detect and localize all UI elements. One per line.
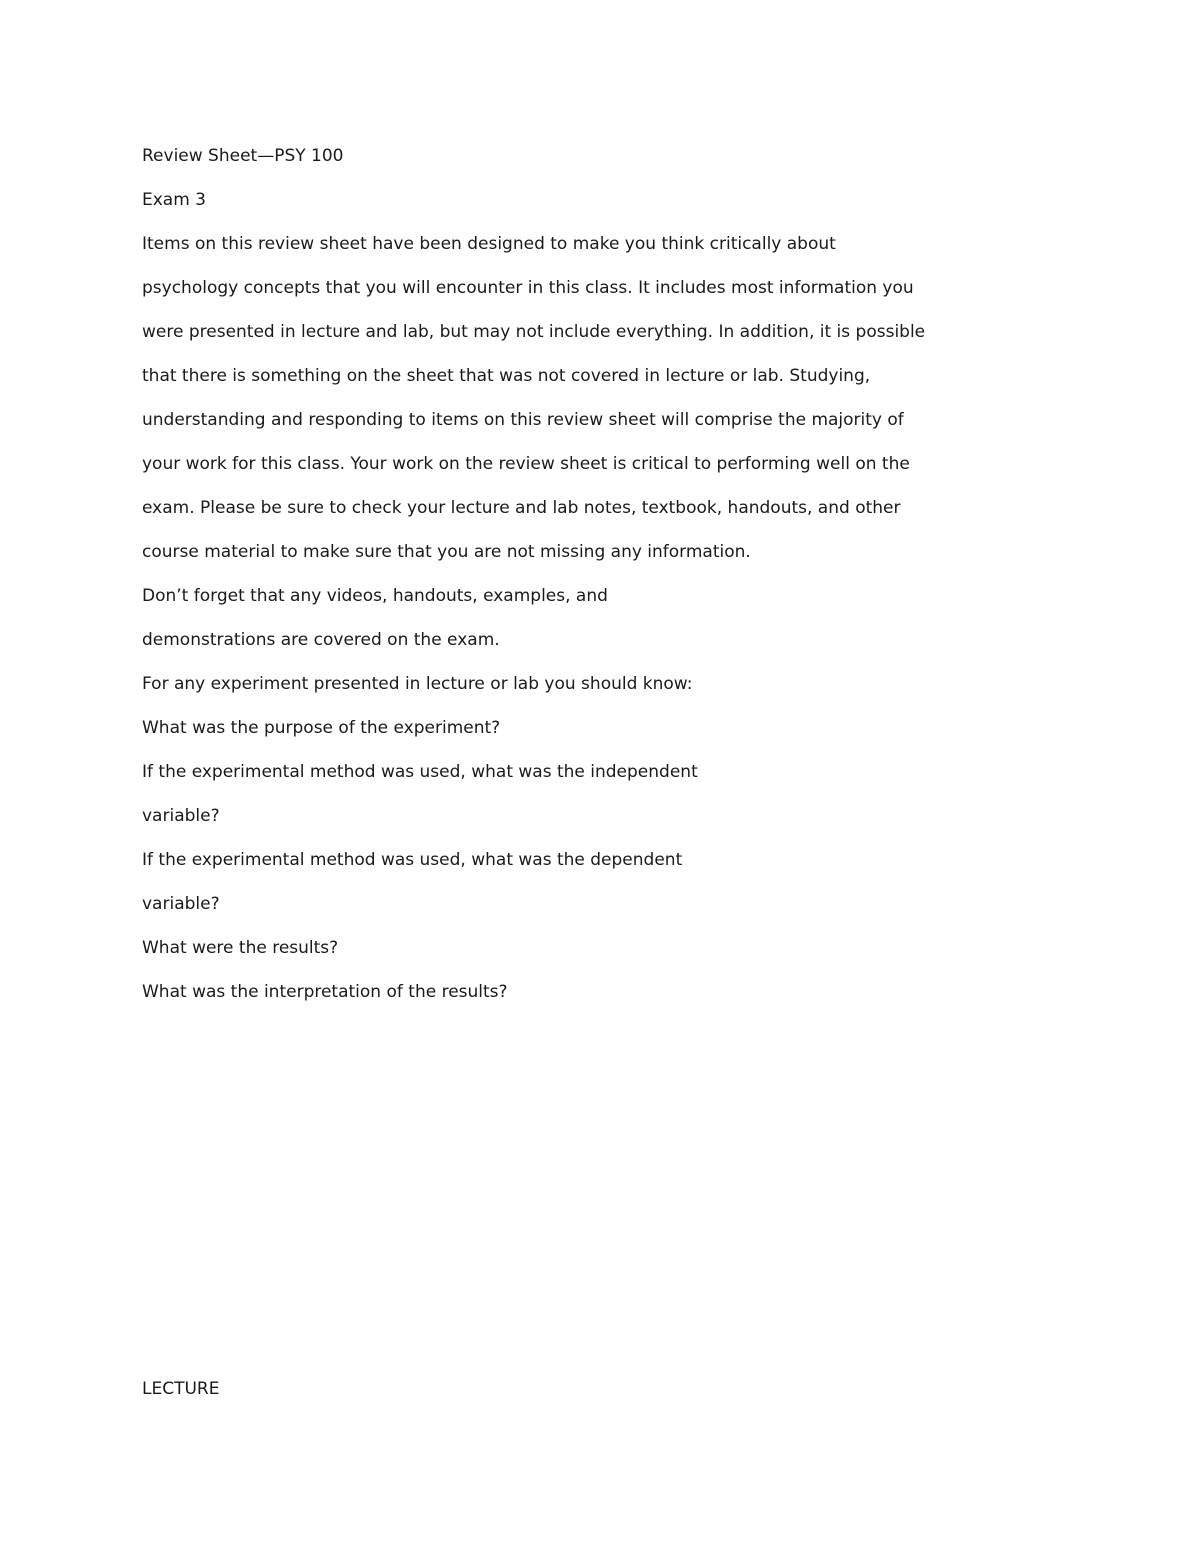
intro-line: that there is something on the sheet that was not covered in lecture or lab. Studying, (142, 366, 871, 386)
question-line: What was the purpose of the experiment? (142, 718, 501, 738)
question-line: variable? (142, 806, 220, 826)
section-heading: LECTURE (142, 1379, 220, 1399)
intro-line: psychology concepts that you will encounter in this class. It includes most information you (142, 278, 914, 298)
intro-line: exam. Please be sure to check your lecture and lab notes, textbook, handouts, and other (142, 498, 901, 518)
intro-line: understanding and responding to items on this review sheet will comprise the majority of (142, 410, 904, 430)
intro-line: course material to make sure that you are not missing any information. (142, 542, 751, 562)
intro-line: your work for this class. Your work on the review sheet is critical to performing well on the (142, 454, 910, 474)
question-line: What were the results? (142, 938, 339, 958)
question-line: If the experimental method was used, what was the independent (142, 762, 698, 782)
intro-line: Items on this review sheet have been designed to make you think critically about (142, 234, 836, 254)
reminder-line: Don’t forget that any videos, handouts, examples, and (142, 586, 608, 606)
reminder-line: demonstrations are covered on the exam. (142, 630, 500, 650)
question-line: What was the interpretation of the results? (142, 982, 508, 1002)
intro-line: were presented in lecture and lab, but may not include everything. In addition, it is possible (142, 322, 926, 342)
document-subtitle: Exam 3 (142, 190, 206, 210)
document-title: Review Sheet—PSY 100 (142, 146, 344, 166)
question-line: variable? (142, 894, 220, 914)
question-line: If the experimental method was used, what was the dependent (142, 850, 683, 870)
experiment-intro: For any experiment presented in lecture or lab you should know: (142, 674, 693, 694)
